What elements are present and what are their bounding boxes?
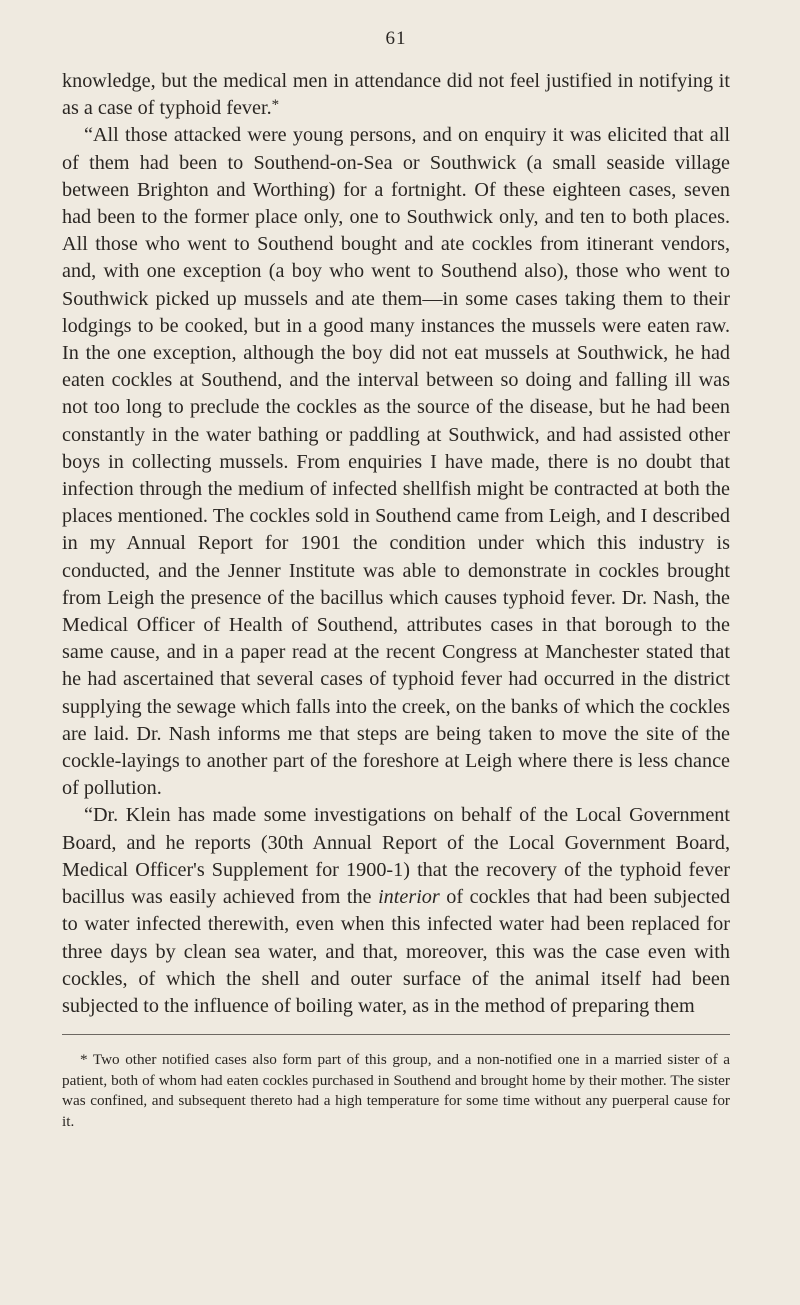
paragraph-1: [62, 68, 730, 122]
footnote-reference-mark: *: [271, 97, 280, 114]
paragraph-1-text: knowledge, but the medical men in attendance did not feel justified in notifying it as a case of typhoid fever.: [62, 70, 730, 120]
paragraph-3-text-start: “Dr. Klein has made some investigations on behalf of the Local Government Board, and he reports (30th Annual Report of the Local Government Board, Medical Officer's Supplement for 1900-1) that the recovery of the typhoid fever bacillus was easily achieved from the: [62, 804, 730, 909]
body-text: [62, 68, 730, 1020]
paragraph-3-text-end: of cockles that had been subjected to water infected therewith, even when this infected water had been replaced for three days by clean sea water, and that, moreover, this was the case even with cockles, of which the shell and outer surface of the animal itself had been subjected to the influence of boiling water, as in the method of preparing them: [62, 886, 731, 1017]
paragraph-2: “All those attacked were young persons, and on enquiry it was elicited that all of them had been to Southend-on-Sea or Southwick (a small seaside village between Brighton and Worthing) for a fortnight. Of these eighteen cases, seven had been to the former place only, one to Southwick only, and ten to both places. All those who went to Southend bought and ate cockles from itinerant vendors, and, with one exception (a boy who went to Southend also), those who went to Southwick picked up mussels and ate them—in some cases taking them to their lodgings to be cooked, but in a good many instances the mussels were eaten raw. In the one exception, although the boy did not eat mussels at Southwick, he had eaten cockles at Southend, and the interval between so doing and falling ill was not too long to preclude the cockles as the source of the disease, but he had been constantly in the water bathing or paddling at Southwick, and had assisted other boys in collecting mussels. From enquiries I have made, there is no doubt that infection through the medium of infected shellfish might be contracted at both the places mentioned. The cockles sold in Southend came from Leigh, and I described in my Annual Report for 1901 the condition under which this industry is conducted, and the Jenner Institute was able to demonstrate in cockles brought from Leigh the presence of the bacillus which causes typhoid fever. Dr. Nash, the Medical Officer of Health of Southend, attributes cases in that borough to the same cause, and in a paper read at the recent Congress at Manchester stated that he had ascertained that several cases of typhoid fever had occurred in the district supplying the sewage which falls into the creek, on the banks of which the cockles are laid. Dr. Nash informs me that steps are being taken to move the site of the cockle-layings to another part of the foreshore at Leigh where there is less chance of pollution.: [62, 124, 730, 800]
paragraph-3-italic-word: interior: [378, 886, 440, 909]
footnote: * Two other notified cases also form part of this group, and a non-notified one in a married sister of a patient, both of whom had eaten cockles purchased in Southend and brought home by their mother. The sister was confined, and subsequent thereto had a high temperature for some time without any puerperal cause for it.: [62, 1051, 730, 1131]
document-page: [62, 28, 730, 1148]
page-number: 61: [385, 28, 407, 49]
paragraph-3: [62, 802, 730, 1020]
footnote-divider: [62, 1034, 730, 1035]
